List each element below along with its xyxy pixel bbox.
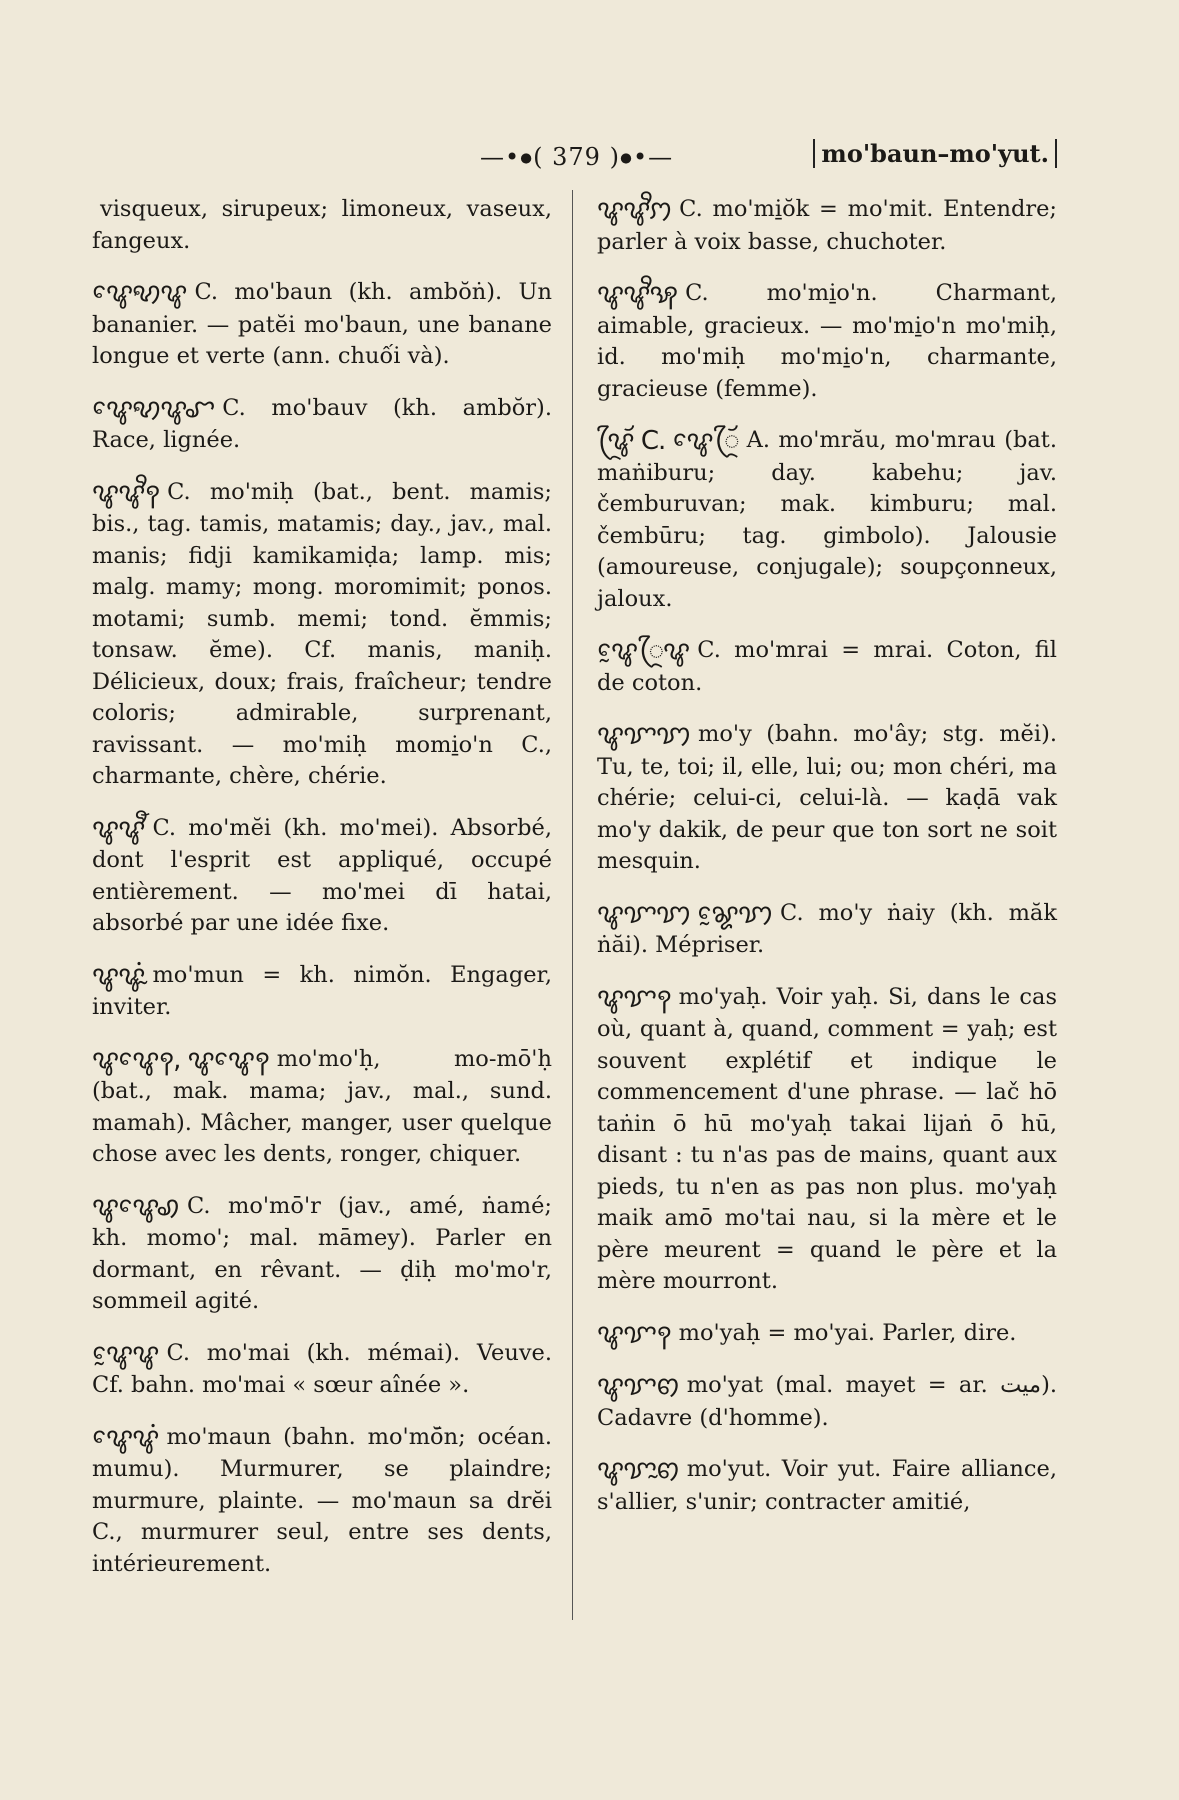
entry-text: mo'mun = kh. nimŏn. Engager, inviter.	[92, 961, 552, 1020]
entry	[597, 194, 1057, 258]
cham-script: ꨥꨥꨪꩂ	[597, 279, 678, 309]
cham-script: ꨥꨰꨥ	[92, 1338, 159, 1369]
running-head: mo'baun–mo'yut.	[813, 139, 1057, 168]
cham-script: ꨥꨢꨭꩅ	[597, 1455, 679, 1485]
cham-script: ꨥꨥꨬ	[92, 813, 145, 844]
entry-text: mo'yaḥ. Voir yaḥ. Si, dans le cas où, quant à, quand, comment = yaḥ; est souvent explétif et indique le commencement d'une phrase. — lač hō taṅin ō hū mo'yaḥ takai lijaṅ ō hū, disant : tu n'as pas de mains, quant aux pieds, tu n'en as pas non plus. mo'yaḥ maik amō mo'tai nau, si la mère et le père meurent = quand le père et la mère mourront.	[597, 983, 1057, 1294]
cham-script: ꨥꨥꨯꩍ, ꨥꨥꨯꩍ	[92, 1044, 269, 1075]
entry	[92, 194, 552, 257]
entry-text: mo'yut. Voir yut. Faire alliance, s'allier, s'unir; contracter amitié,	[597, 1456, 1057, 1515]
entry	[92, 813, 552, 940]
cham-script: ꨥꨴꨮ C. ꨥꨯꨴꨮ	[597, 426, 739, 456]
entry	[597, 982, 1057, 1298]
cham-script: ꨥꨥꨪꩍ	[92, 477, 160, 508]
entry-text: A. mo'mrău, mo'mrau (bat. maṅiburu; day. kabehu; jav. čemburuvan; mak. kimburu; mal. čembūru; tag. gimbolo). Jalousie (amoureuse, conjugale); soupçonneux, jaloux.	[597, 427, 1057, 612]
cham-script: ꨥꨰꨴꨥ	[597, 636, 690, 666]
entry	[92, 277, 552, 373]
cham-script: ꨥꨢꩈ	[597, 720, 691, 750]
entry	[92, 960, 552, 1024]
entry	[597, 898, 1057, 962]
cham-script: ꨥꨢꩈ ꨘꨰꩈ	[597, 898, 773, 929]
entry-text: mo'yat (mal. mayet = ar. ميت). Cadavre (d'homme).	[597, 1372, 1057, 1431]
entry-text: C. mo'bauv (kh. ambŏr). Race, lignée.	[92, 394, 552, 453]
entry-text: mo'mo'ḥ, mo-mō'ḥ (bat., mak. mama; jav., mal., sund. mamah). Mâcher, manger, user quelque chose avec les dents, ronger, chiquer.	[92, 1045, 552, 1167]
cham-script: ꨥꨥꨯꩉ	[92, 1191, 180, 1222]
entry	[92, 1422, 552, 1581]
entry	[92, 1044, 552, 1171]
entry-text: C. mo'mai (kh. mémai). Veuve. Cf. bahn. mo'mai « sœur aînée ».	[92, 1339, 552, 1398]
entry-text: C. mo'baun (kh. ambŏṅ). Un bananier. — patĕi mo'baun, une banane longue et verte (ann. chuối và).	[92, 279, 552, 369]
entry	[597, 425, 1057, 615]
cham-script: ꨥꨥꨭꩌ	[92, 960, 145, 991]
cham-script: ꨥꨥꨪꩀ	[597, 195, 672, 225]
entry-text: C. mo'mi̱ŏk = mo'mit. Entendre; parler à voix basse, chuchoter.	[597, 196, 1057, 255]
entry-text: mo'y (bahn. mo'ây; stg. mĕi). Tu, te, toi; il, elle, lui; ou; mon chéri, ma chérie; celui-ci, celui-là. — kaḍā vak mo'y dakik, de peur que ton sort ne soit mesquin.	[597, 721, 1057, 874]
entry-text: C. mo'mō'r (jav., amé, ṅamé; kh. momo'; mal. māmey). Parler en dormant, en rêvant. — ḍiḥ mo'mo'r, sommeil agité.	[92, 1192, 552, 1314]
entry-text: C. mo'y ṅaiy (kh. măk ṅăi). Mépriser.	[597, 899, 1057, 958]
entry-text: mo'maun (bahn. mo'mŏ̄n; océan. mumu). Murmurer, se plaindre; murmure, plainte. — mo'maun sa drĕi C., murmurer seul, entre ses dents, intérieurement.	[92, 1423, 552, 1577]
cham-script: ꨥꨯꨥꩌ	[92, 1422, 159, 1453]
entry	[597, 719, 1057, 878]
entry	[92, 1191, 552, 1318]
cham-script: ꨥꨢꩍ	[597, 1318, 671, 1349]
cham-script: ꨥꨯꩋꨥꨧ	[92, 393, 215, 424]
column-divider	[572, 190, 573, 1620]
entry	[597, 278, 1057, 405]
entry-text: C. mo'mrai = mrai. Coton, fil de coton.	[597, 637, 1057, 696]
entry-text: C. mo'mi̱o'n. Charmant, aimable, gracieux. — mo'mi̱o'n mo'miḥ, id. mo'miḥ mo'mi̱o'n, charmante, gracieuse (femme).	[597, 280, 1057, 402]
entry-text: C. mo'mĕi (kh. mo'mei). Absorbé, dont l'esprit est appliqué, occupé entièrement. — mo'mei dī hatai, absorbé par une idée fixe.	[92, 814, 552, 936]
entry	[92, 1338, 552, 1402]
page-header	[0, 139, 1179, 183]
entry	[597, 635, 1057, 699]
cham-script: ꨥꨢꩍ	[597, 982, 671, 1013]
entry	[92, 393, 552, 457]
entry-text: mo'yaḥ = mo'yai. Parler, dire.	[678, 1319, 1017, 1346]
page-number: —•⦁( 379 )⦁•—	[480, 143, 674, 171]
entry-text: visqueux, sirupeux; limoneux, vaseux, fangeux.	[92, 196, 552, 254]
left-column	[92, 194, 552, 1600]
entry-text: C. mo'miḥ (bat., bent. mamis; bis., tag. tamis, matamis; day., jav., mal. manis; fidji kamikamiḍa; lamp. mis; malg. mamy; mong. moromimit; ponos. motami; sumb. memi; tond. ĕmmis; tonsaw. ĕme). Cf. manis, maniḥ. Délicieux, doux; frais, fraîcheur; tendre coloris; admirable, surprenant, ravissant. — mo'miḥ momi̱o'n C., charmante, chère, chérie.	[92, 478, 552, 789]
cham-script: ꨥꨢꩅ	[597, 1371, 679, 1401]
entry	[92, 477, 552, 793]
entry	[597, 1318, 1057, 1351]
right-column	[597, 194, 1057, 1538]
entry	[597, 1454, 1057, 1518]
cham-script: ꨥꨯꩋꨥ	[92, 278, 187, 308]
entry	[597, 1370, 1057, 1434]
